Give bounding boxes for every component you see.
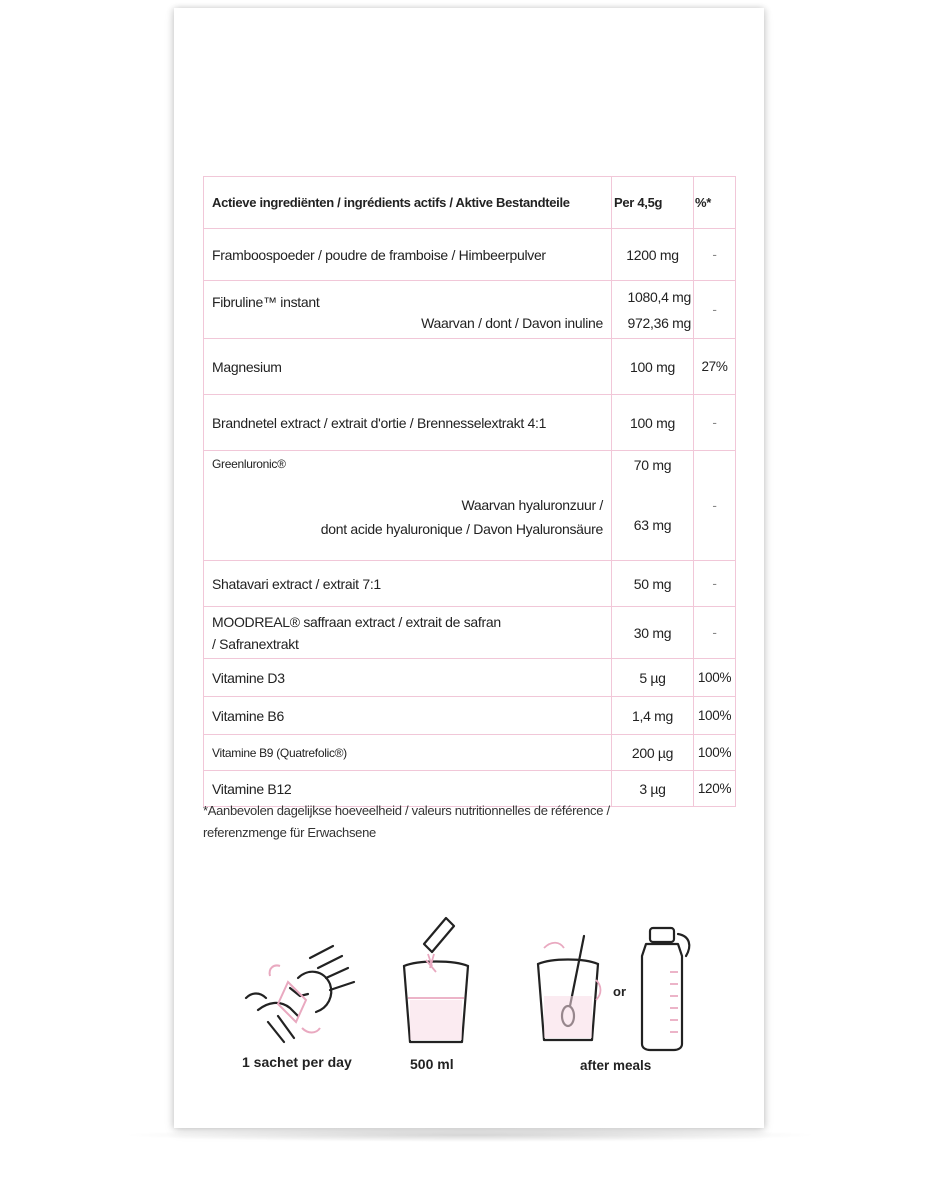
- panel-shadow: [120, 1128, 820, 1142]
- ingredient-amount: 5 µg: [612, 659, 694, 697]
- ingredient-name: Vitamine B6: [204, 697, 612, 735]
- table-row: [204, 451, 736, 561]
- footnote-line: *Aanbevolen dagelijkse hoeveelheid / valeurs nutritionnelles de référence /: [203, 803, 610, 818]
- header-pct: %*: [694, 177, 736, 229]
- ingredient-name: Greenluronic®: [212, 457, 286, 471]
- ingredient-name-continued: / Safranextrakt: [212, 635, 299, 652]
- ingredient-pct: 100%: [694, 659, 736, 697]
- ingredient-amount-cell: [612, 451, 694, 561]
- ingredient-name: Brandnetel extract / extrait d'ortie / Brennesselextrakt 4:1: [204, 395, 612, 451]
- ingredient-name-cell: [204, 281, 612, 339]
- table-row: [204, 735, 736, 771]
- stirring-glass-icon: [530, 930, 610, 1048]
- ingredient-sub-line: Waarvan hyaluronzuur /: [461, 497, 603, 513]
- ingredient-pct: -: [694, 451, 736, 561]
- header-per: Per 4,5g: [612, 177, 694, 229]
- ingredient-name: Vitamine B12: [204, 771, 612, 807]
- ingredient-sub-amount: 63 mg: [633, 517, 672, 533]
- ingredient-pct: 27%: [694, 339, 736, 395]
- table-row: [204, 561, 736, 607]
- ingredient-name-cell: [204, 607, 612, 659]
- ingredient-name: Framboospoeder / poudre de framboise / Himbeerpulver: [204, 229, 612, 281]
- ingredient-pct: -: [694, 395, 736, 451]
- ingredient-pct: -: [694, 561, 736, 607]
- ingredient-pct: 100%: [694, 697, 736, 735]
- or-label: or: [613, 984, 626, 999]
- ingredient-amount-cell: [612, 281, 694, 339]
- glass-with-sachet-icon: [398, 912, 478, 1048]
- step-label-sachet: 1 sachet per day: [242, 1054, 352, 1070]
- ingredient-name: Vitamine D3: [204, 659, 612, 697]
- ingredient-name-cell: [204, 451, 612, 561]
- table-row: [204, 281, 736, 339]
- ingredient-amount: 30 mg: [612, 607, 694, 659]
- step-label-volume: 500 ml: [410, 1056, 454, 1072]
- ingredient-amount: 50 mg: [612, 561, 694, 607]
- ingredient-pct: -: [694, 281, 736, 339]
- ingredient-amount: 3 µg: [612, 771, 694, 807]
- ingredient-name: Fibruline™ instant: [212, 293, 320, 310]
- ingredient-name: Vitamine B9 (Quatrefolic®): [204, 735, 612, 771]
- hand-tearing-sachet-icon: [238, 938, 368, 1048]
- ingredient-name: MOODREAL® saffraan extract / extrait de safran: [212, 613, 501, 630]
- ingredient-name: Magnesium: [204, 339, 612, 395]
- table-row: [204, 697, 736, 735]
- ingredient-amount: 100 mg: [612, 339, 694, 395]
- ingredient-name: Shatavari extract / extrait 7:1: [204, 561, 612, 607]
- ingredient-sub-name: Waarvan / dont / Davon inuline: [421, 314, 603, 331]
- header-ingredient: Actieve ingrediënten / ingrédients actifs / Aktive Bestandteile: [204, 177, 612, 229]
- ingredient-amount: 1080,4 mg: [627, 288, 691, 305]
- footnote-line: referenzmenge für Erwachsene: [203, 825, 376, 840]
- table-row: [204, 659, 736, 697]
- footnote: [203, 800, 723, 844]
- ingredient-pct: -: [694, 229, 736, 281]
- table-header-row: [204, 177, 736, 229]
- water-bottle-icon: [636, 922, 700, 1052]
- table-row: [204, 607, 736, 659]
- ingredient-pct: 100%: [694, 735, 736, 771]
- ingredient-amount: 1,4 mg: [612, 697, 694, 735]
- ingredient-pct: -: [694, 607, 736, 659]
- ingredient-sub-amount: 972,36 mg: [627, 314, 691, 331]
- ingredient-sub-name: [321, 493, 603, 541]
- ingredient-amount: 70 mg: [633, 457, 672, 473]
- table-row: [204, 229, 736, 281]
- table-row: [204, 339, 736, 395]
- nutrition-table: [203, 176, 736, 807]
- ingredient-amount: 100 mg: [612, 395, 694, 451]
- table-row: [204, 395, 736, 451]
- ingredient-amount: 200 µg: [612, 735, 694, 771]
- ingredient-amount: 1200 mg: [612, 229, 694, 281]
- step-label-timing: after meals: [580, 1058, 652, 1073]
- ingredient-pct: 120%: [694, 771, 736, 807]
- ingredient-sub-line: dont acide hyaluronique / Davon Hyaluronsäure: [320, 521, 603, 537]
